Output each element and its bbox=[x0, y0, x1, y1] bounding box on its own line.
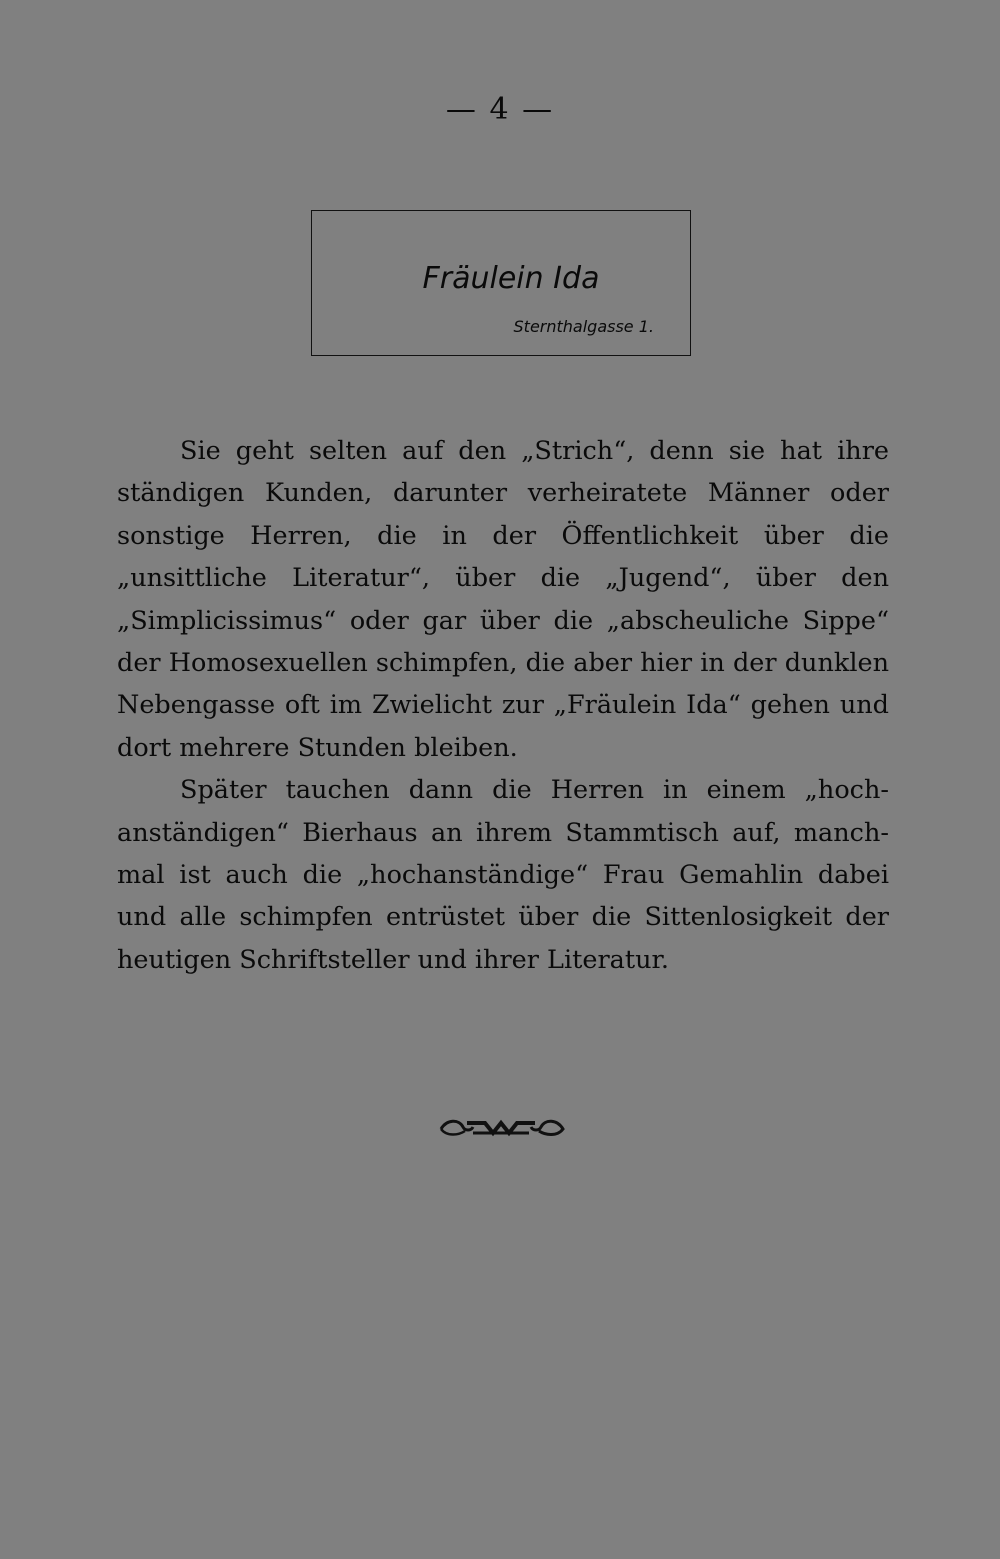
ornament-icon bbox=[437, 1113, 567, 1143]
paragraph-1: Sie geht selten auf den „Strich“, denn sie hat ihre ständigen Kunden, darunter verheiratete Männer oder sonstige Herren, die in der Öffentlichkeit über die „unsittliche Literatur“, über die „Jugend“, über den „Simplicissimus“ oder gar über die „abscheuliche Sippe“ der Homosexuellen schimpfen, die aber hier in der dunklen Nebengasse oft im Zwielicht zur „Fräulein Ida“ gehen und dort mehrere Stunden bleiben. bbox=[117, 436, 889, 763]
body-text bbox=[117, 430, 889, 981]
paragraph-2: Später tauchen dann die Herren in einem „hochanständigen“ Bierhaus an ihrem Stammtisch auf, manchmal ist auch die „hochanständige“ Frau Gemahlin dabei und alle schimpfen entrüstet über die Sittenlosigkeit der heutigen Schriftsteller und ihrer Literatur. bbox=[117, 775, 889, 975]
calling-card bbox=[311, 210, 691, 356]
card-name: Fräulein Ida bbox=[422, 261, 600, 296]
page-number: — 4 — bbox=[445, 92, 555, 127]
card-address: Sternthalgasse 1. bbox=[513, 317, 654, 336]
